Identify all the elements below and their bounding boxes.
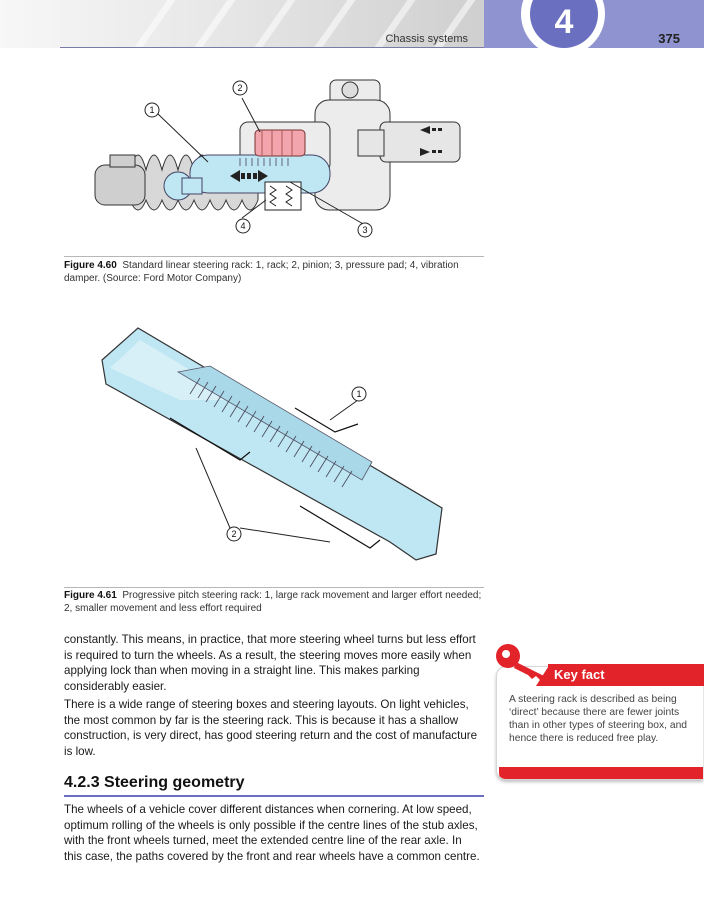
figure-4-61-caption	[64, 589, 484, 615]
header-rule	[60, 47, 484, 48]
key-fact-text: A steering rack is described as being ‘direct’ because there are fewer joints than in other types of steering box, and hence there is reduced free play.	[509, 694, 688, 744]
callout-label: 2	[231, 529, 237, 539]
body-paragraph: The wheels of a vehicle cover different distances when cornering. At low speed, optimum rolling of the wheels is only possible if the centre lines of the stub axles, with the front wheels turned, meet the extended centre line of the rear axle. In this case, the paths covered by the front and rear wheels have a common centre.	[64, 803, 480, 863]
body-paragraph: constantly. This means, in practice, that more steering wheel turns but less effort is required to turn the wheels. As a result, the steering moves more easily when applying lock than when moving in a straight line. This makes parking considerably easier.	[64, 633, 476, 693]
caption-rule	[64, 587, 484, 588]
callout-label: 1	[356, 389, 362, 399]
callout-label: 1	[149, 105, 155, 115]
vibration-damper	[265, 182, 301, 210]
key-fact-footer-bar	[499, 767, 703, 780]
figure-4-60-caption	[64, 259, 484, 285]
body-paragraph: There is a wide range of steering boxes and steering layouts. On light vehicles, the most common by far is the steering rack. This is because it has a shallow construction, is very direct, has good steering return and the cost of manufacture is low.	[64, 698, 478, 758]
callout-label: 3	[362, 225, 368, 235]
key-fact-box	[492, 662, 704, 782]
callout-label: 2	[237, 83, 243, 93]
heading-rule	[64, 795, 484, 797]
callout-label: 4	[240, 221, 246, 231]
key-fact-title: Key fact	[554, 667, 605, 682]
chapter-number-badge: 4	[530, 0, 598, 48]
pinion	[255, 130, 305, 156]
figure-caption-text: Standard linear steering rack: 1, rack; 2, pinion; 3, pressure pad; 4, vibration damper. (Source: Ford Motor Company)	[64, 260, 459, 284]
figure-label: Figure 4.61	[64, 590, 117, 601]
figure-label: Figure 4.60	[64, 260, 117, 271]
figure-4-60-steering-rack	[90, 70, 480, 250]
running-head: Chassis systems	[385, 33, 468, 45]
key-icon	[494, 642, 554, 682]
section-heading: 4.2.3 Steering geometry	[64, 774, 245, 791]
caption-rule	[64, 256, 484, 257]
page-number: 375	[658, 31, 680, 46]
figure-4-61-progressive-rack	[90, 320, 450, 570]
figure-caption-text: Progressive pitch steering rack: 1, large rack movement and larger effort needed; 2, smaller movement and less effort required	[64, 590, 482, 614]
